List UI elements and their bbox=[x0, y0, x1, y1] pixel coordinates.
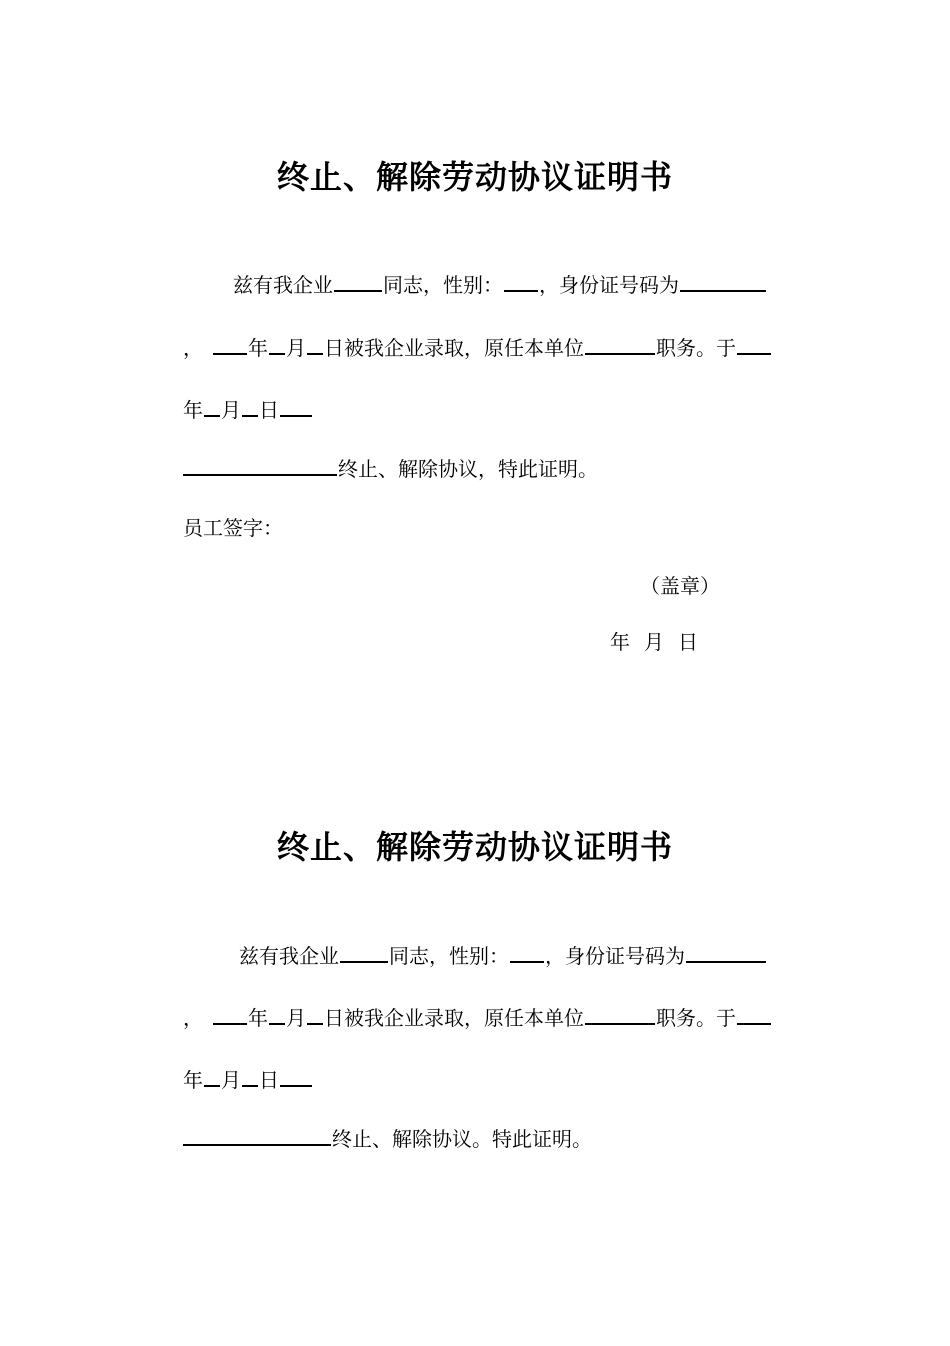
date-day: 日 bbox=[678, 630, 698, 654]
text-segment: 终止、解除协议。特此证明。 bbox=[332, 1127, 592, 1151]
employee-signature-label: 员工签字： bbox=[183, 516, 283, 540]
hire-month-blank[interactable] bbox=[269, 1003, 285, 1025]
end-day-blank[interactable] bbox=[242, 395, 258, 417]
hire-day-blank[interactable] bbox=[307, 333, 323, 355]
paragraph-line-2-3 bbox=[183, 1065, 313, 1094]
text-segment: 年 bbox=[248, 336, 268, 360]
paragraph-line-1-3 bbox=[183, 395, 313, 424]
position-blank[interactable] bbox=[585, 333, 655, 355]
paragraph-line-2-2 bbox=[183, 1003, 772, 1032]
end-extra-blank[interactable] bbox=[280, 395, 312, 417]
text-segment: 月 bbox=[221, 1068, 241, 1092]
paragraph-line-2-1 bbox=[239, 941, 767, 970]
text-segment: 月 bbox=[286, 1006, 306, 1030]
text-segment: 终止、解除协议，特此证明。 bbox=[338, 457, 598, 481]
text-segment: 月 bbox=[221, 398, 241, 422]
text-segment: ， bbox=[183, 1006, 203, 1030]
text-segment: 月 bbox=[286, 336, 306, 360]
name-blank[interactable] bbox=[334, 270, 382, 292]
certificate-title-1: 终止、解除劳动协议证明书 bbox=[276, 158, 673, 196]
id-number-blank[interactable] bbox=[680, 270, 766, 292]
certificate-title-2: 终止、解除劳动协议证明书 bbox=[276, 828, 673, 866]
text-segment: ，身份证号码为 bbox=[545, 944, 685, 968]
text-segment: 同志，性别： bbox=[383, 273, 503, 297]
paragraph-line-1-1 bbox=[233, 270, 767, 299]
paragraph-line-2-4 bbox=[183, 1124, 592, 1153]
hire-year-blank[interactable] bbox=[213, 1003, 247, 1025]
text-segment: 日被我企业录取，原任本单位 bbox=[324, 336, 584, 360]
date-month: 月 bbox=[644, 630, 664, 654]
text-segment: 职务。于 bbox=[656, 336, 736, 360]
hire-day-blank[interactable] bbox=[307, 1003, 323, 1025]
end-day-blank[interactable] bbox=[242, 1065, 258, 1087]
id-number-blank[interactable] bbox=[686, 941, 766, 963]
position-blank[interactable] bbox=[585, 1003, 655, 1025]
reason-blank[interactable] bbox=[183, 454, 337, 476]
hire-year-blank[interactable] bbox=[213, 333, 247, 355]
text-segment: 日 bbox=[259, 398, 279, 422]
end-month-blank[interactable] bbox=[204, 395, 220, 417]
text-segment: 职务。于 bbox=[656, 1006, 736, 1030]
paragraph-line-1-4 bbox=[183, 454, 598, 483]
gender-blank[interactable] bbox=[504, 270, 538, 292]
end-year-blank[interactable] bbox=[737, 1003, 771, 1025]
reason-blank[interactable] bbox=[183, 1124, 331, 1146]
text-segment: 年 bbox=[248, 1006, 268, 1030]
text-segment: ， bbox=[183, 336, 203, 360]
gender-blank[interactable] bbox=[510, 941, 544, 963]
seal-label: （盖章） bbox=[640, 574, 720, 598]
text-segment: 年 bbox=[183, 1068, 203, 1092]
end-month-blank[interactable] bbox=[204, 1065, 220, 1087]
text-segment: 兹有我企业 bbox=[239, 944, 339, 968]
end-extra-blank[interactable] bbox=[280, 1065, 312, 1087]
date-year: 年 bbox=[610, 630, 630, 654]
name-blank[interactable] bbox=[340, 941, 388, 963]
text-segment: 日被我企业录取，原任本单位 bbox=[324, 1006, 584, 1030]
text-segment: ，身份证号码为 bbox=[539, 273, 679, 297]
date-line bbox=[603, 626, 705, 655]
hire-month-blank[interactable] bbox=[269, 333, 285, 355]
text-segment: 年 bbox=[183, 398, 203, 422]
text-segment: 日 bbox=[259, 1068, 279, 1092]
end-year-blank[interactable] bbox=[737, 333, 771, 355]
text-segment: 同志，性别： bbox=[389, 944, 509, 968]
text-segment: 兹有我企业 bbox=[233, 273, 333, 297]
paragraph-line-1-2 bbox=[183, 333, 772, 362]
